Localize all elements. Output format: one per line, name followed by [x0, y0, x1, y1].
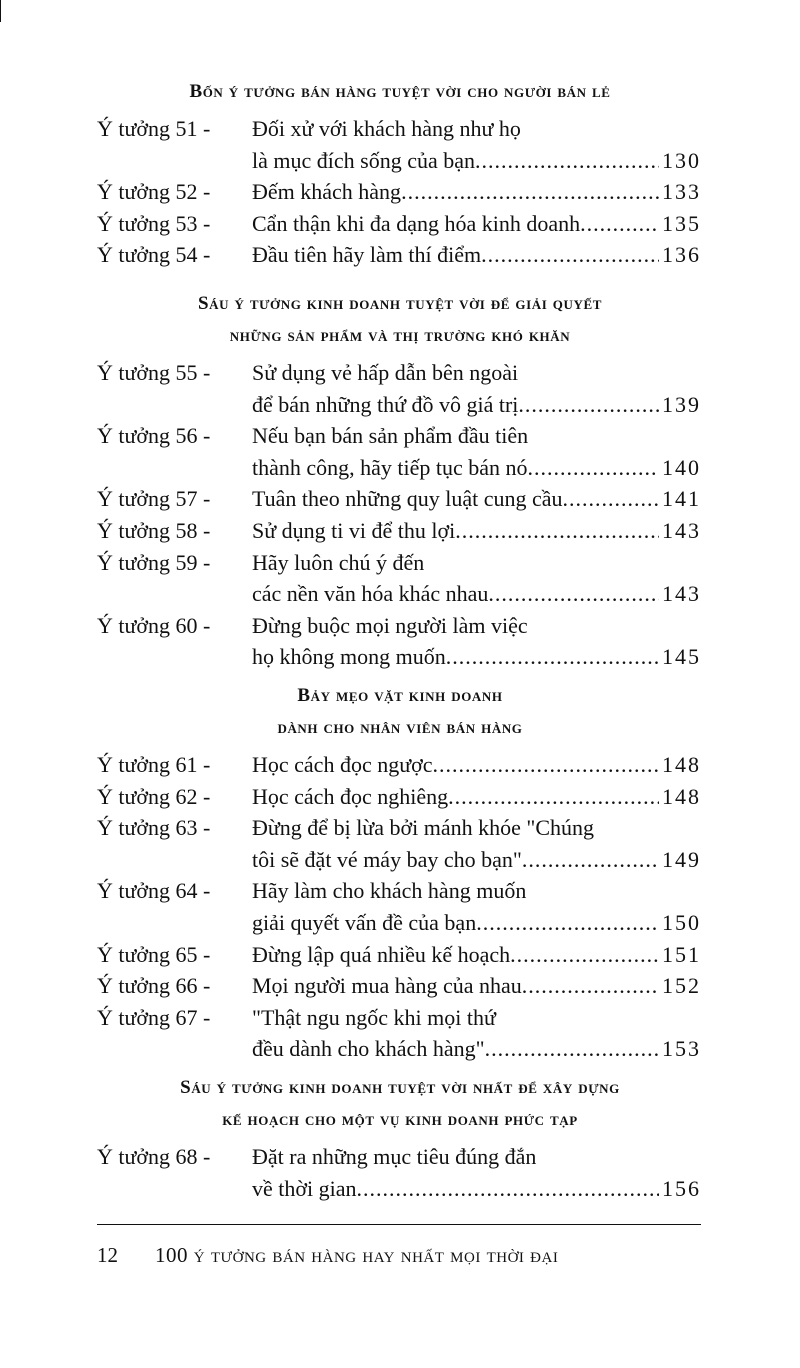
toc-entry-label: Ý tưởng 63 -: [97, 815, 211, 841]
toc-entry-title: Học cách đọc ngược: [252, 752, 433, 777]
toc-page-number: 143: [662, 581, 701, 607]
toc-entry-title: Sử dụng vẻ hấp dẫn bên ngoài: [252, 360, 519, 385]
toc-entry-title: "Thật ngu ngốc khi mọi thứ: [252, 1004, 496, 1030]
toc-entry-line: [252, 515, 701, 546]
toc-entry-line: [252, 875, 701, 906]
section-title: kế hoạch cho một vụ kinh doanh phức tạp: [222, 1109, 578, 1130]
toc-entry-line: [252, 452, 701, 483]
dot-leader: [510, 939, 659, 970]
dot-leader: [522, 970, 659, 1001]
toc-entry-title: Mọi người mua hàng của nhau: [252, 973, 522, 999]
dot-leader: [528, 452, 659, 483]
toc-entry-label: Ý tưởng 65 -: [97, 941, 211, 967]
section-title: Bốn ý tưởng bán hàng tuyệt vời cho người bán lẻ: [189, 81, 611, 102]
toc-entry-label: Ý tưởng 67 -: [97, 1004, 211, 1030]
toc-entry-line: [252, 547, 701, 578]
toc-page-number: 140: [662, 454, 701, 480]
footer-divider: [97, 1224, 701, 1225]
toc-page-number: 151: [662, 941, 701, 967]
toc-page-number: 153: [662, 1036, 701, 1062]
toc-entry-line: [252, 176, 701, 207]
toc-page-number: 149: [662, 846, 701, 872]
toc-entry-label: Ý tưởng 58 -: [97, 518, 211, 543]
toc-entry-label: Ý tưởng 55 -: [97, 360, 211, 385]
toc-entry-label: Ý tưởng 60 -: [97, 612, 211, 638]
toc-entry-title: Học cách đọc nghiêng: [252, 783, 449, 809]
toc-entry-line: [252, 1141, 701, 1172]
toc-entry-title: để bán những thứ đồ vô giá trị: [252, 391, 519, 417]
toc-entry-label: Ý tưởng 53 -: [97, 210, 211, 236]
toc-page-number: 150: [662, 910, 701, 935]
toc-page-number: 133: [662, 179, 701, 205]
toc-page-number: 136: [662, 242, 701, 268]
toc-entry-line: [252, 113, 701, 144]
toc-entry-title: Tuân theo những quy luật cung cầu: [252, 486, 563, 512]
toc-entry-line: [252, 578, 701, 609]
section-title: Sáu ý tưởng kinh doanh tuyệt vời để giải quyết: [197, 293, 603, 314]
toc-page-number: 135: [662, 210, 701, 236]
toc-entry-line: [252, 1033, 701, 1064]
toc-entry-label: Ý tưởng 56 -: [97, 423, 211, 449]
toc-page-number: 148: [662, 752, 701, 777]
toc-entry-line: [252, 641, 701, 672]
toc-entry-line: [252, 483, 701, 514]
toc-entry-line: [252, 1002, 701, 1033]
toc-entry-line: [252, 610, 701, 641]
toc-entry-title: Đối xử với khách hàng như họ: [252, 116, 521, 141]
toc-entry-label: Ý tưởng 57 -: [97, 486, 211, 512]
toc-entry-title: Đừng lập quá nhiều kế hoạch: [252, 941, 511, 967]
footer-book-title: 100 ý tưởng bán hàng hay nhất mọi thời đại: [155, 1243, 559, 1267]
toc-entry-title: tôi sẽ đặt vé máy bay cho bạn": [252, 846, 522, 872]
dot-leader: [522, 844, 659, 875]
dot-leader: [488, 578, 659, 609]
toc-entry-label: Ý tưởng 68 -: [97, 1144, 211, 1169]
toc-entry-label: Ý tưởng 64 -: [97, 878, 211, 904]
toc-entry-line: [252, 420, 701, 451]
toc-entry-title: là mục đích sống của bạn: [252, 147, 475, 173]
section-title: dành cho nhân viên bán hàng: [277, 717, 523, 738]
toc-entry-title: Nếu bạn bán sản phẩm đầu tiên: [252, 423, 529, 449]
dot-leader: [580, 208, 659, 239]
toc-entry-line: [252, 389, 701, 420]
section-title: Bảy mẹo vặt kinh doanh: [297, 685, 503, 706]
toc-entry-line: [252, 145, 701, 176]
toc-entry-line: [252, 208, 701, 239]
toc-page-number: 145: [662, 644, 701, 670]
toc-entry-label: Ý tưởng 52 -: [97, 179, 211, 205]
dot-leader: [485, 1033, 659, 1064]
dot-leader: [563, 483, 659, 514]
dot-leader: [433, 749, 659, 780]
dot-leader: [476, 907, 659, 938]
toc-entry-title: Sử dụng ti vi để thu lợi: [252, 518, 456, 543]
toc-entry-label: Ý tưởng 61 -: [97, 752, 211, 777]
toc-entry-title: thành công, hãy tiếp tục bán nó: [252, 454, 528, 480]
dot-leader: [481, 239, 659, 270]
toc-entry-title: các nền văn hóa khác nhau: [252, 581, 489, 607]
toc-entry-title: Đếm khách hàng: [252, 179, 402, 205]
dot-leader: [475, 145, 659, 176]
footer-page-number: 12: [97, 1243, 118, 1267]
section-title: Sáu ý tưởng kinh doanh tuyệt vời nhất để xây dựng: [180, 1077, 620, 1098]
toc-entry-title: Đặt ra những mục tiêu đúng đắn: [252, 1144, 537, 1169]
toc-entry-line: [252, 812, 701, 843]
toc-entry-line: [252, 781, 701, 812]
toc-page-number: 139: [662, 391, 701, 417]
toc-entry-title: Đừng buộc mọi người làm việc: [252, 612, 528, 638]
toc-entry-line: [252, 749, 701, 780]
toc-entry-title: Hãy làm cho khách hàng muốn: [252, 878, 527, 904]
toc-entry-title: Cẩn thận khi đa dạng hóa kinh doanh: [252, 210, 581, 236]
toc-entry-label: Ý tưởng 66 -: [97, 973, 211, 999]
toc-entry-line: [252, 239, 701, 270]
dot-leader: [518, 389, 659, 420]
toc-entry-label: Ý tưởng 54 -: [97, 242, 211, 268]
section-title: những sản phẩm và thị trường khó khăn: [229, 325, 571, 346]
toc-entry-title: đều dành cho khách hàng": [252, 1036, 485, 1062]
toc-entry-title: giải quyết vấn đề của bạn: [252, 910, 477, 935]
toc-page-number: 152: [662, 973, 701, 999]
toc-page-number: 156: [662, 1175, 701, 1201]
toc-entry-title: Đừng để bị lừa bởi mánh khóe "Chúng: [252, 815, 595, 841]
dot-leader: [357, 1173, 660, 1204]
toc-page-number: 148: [662, 783, 701, 809]
toc-entry-label: Ý tưởng 51 -: [97, 116, 211, 141]
toc-page-number: 130: [662, 147, 701, 173]
toc-entry-line: [252, 907, 701, 938]
dot-leader: [448, 781, 659, 812]
toc-entry-line: [252, 939, 701, 970]
toc-entry-line: [252, 1173, 701, 1204]
toc-entry-line: [252, 357, 701, 388]
toc-entry-line: [252, 970, 701, 1001]
dot-leader: [446, 641, 659, 672]
toc-page-number: 141: [662, 486, 701, 512]
toc-entry-line: [252, 844, 701, 875]
toc-entry-title: Hãy luôn chú ý đến: [252, 549, 425, 575]
toc-entry-title: họ không mong muốn: [252, 644, 446, 670]
toc-entry-label: Ý tưởng 62 -: [97, 783, 211, 809]
toc-entry-label: Ý tưởng 59 -: [97, 549, 211, 575]
toc-entry-title: Đầu tiên hãy làm thí điểm: [252, 242, 482, 268]
dot-leader: [401, 176, 659, 207]
toc-entry-title: về thời gian: [252, 1175, 357, 1201]
toc-page-number: 143: [662, 518, 701, 543]
dot-leader: [455, 515, 659, 546]
